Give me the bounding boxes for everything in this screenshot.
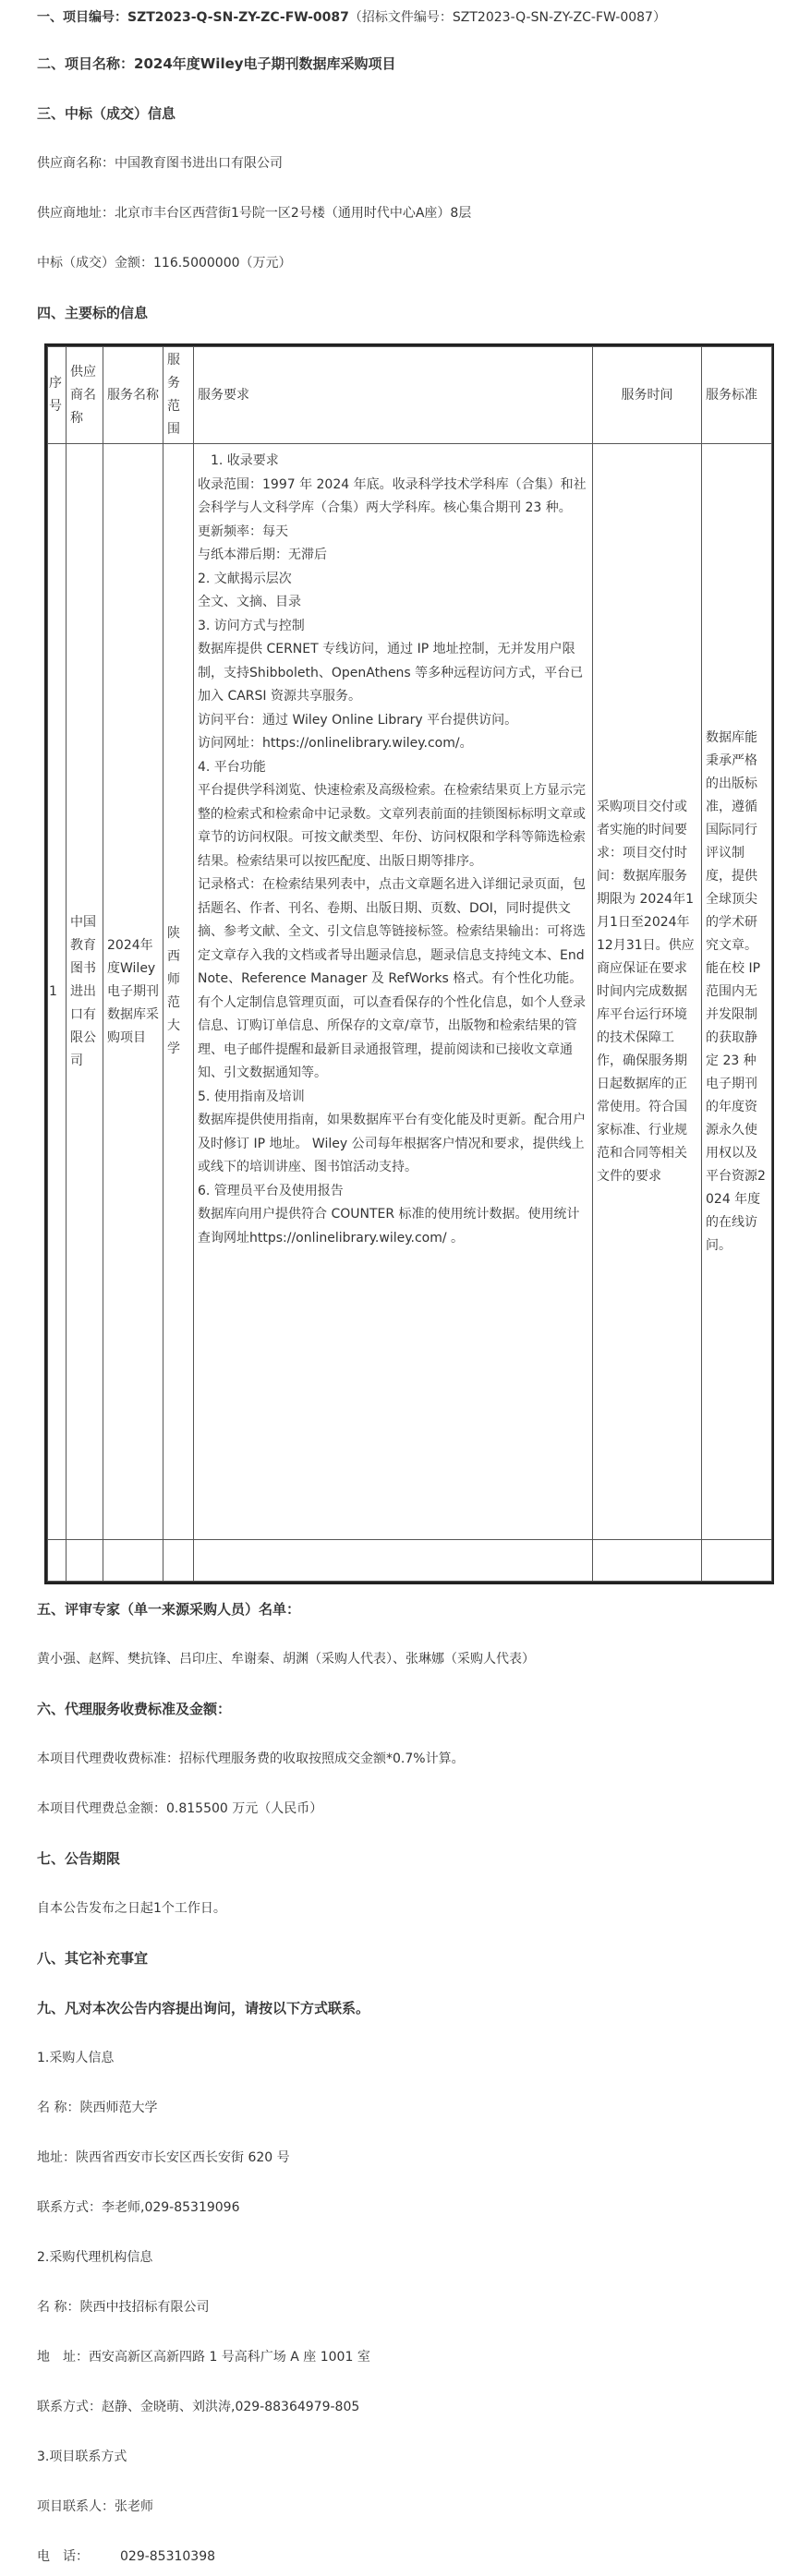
- header-service-time: 服务时间: [593, 347, 702, 444]
- experts-heading: 五、评审专家（单一来源采购人员）名单：: [37, 1601, 301, 1618]
- empty-cell: [48, 1540, 67, 1582]
- project-name-line: [37, 54, 396, 73]
- fee-heading: 六、代理服务收费标准及金额：: [37, 1701, 232, 1717]
- req-line: 记录格式：在检索结果列表中，点击文章题名进入详细记录页面，包括题名、作者、刊名、卷期、出版日期、页数、DOI，同时提供文摘、参考文献、全文、引文信息等链接标签。检索结果输出：可将选定文章存入我的文档或者导出题录信息，题录信息支持纯文本、EndNote、Reference Manager 及 RefWorks 格式。有个性化功能。有个人定制信息管理页面，可以查看保存的个性化信息，如个人登录信息、订购订单信息、所保存的文章/章节，出版物和检索结果的管理、电子邮件提醒和最新目录通报管理，提前阅读和已接收文章通知、引文数据通知等。: [198, 877, 586, 1080]
- fee-standard: 本项目代理费收费标准：招标代理服务费的收取按照成交金额*0.7%计算。: [37, 1751, 465, 1766]
- req-line: 数据库提供使用指南，如果数据库平台有变化能及时更新。配合用户及时修订 IP 地址。 Wiley 公司每年根据客户情况和要求，提供线上或线下的培训讲座、图书馆活动支持。: [198, 1113, 586, 1174]
- header-index: 序号: [48, 347, 67, 444]
- row-service-name: 2024年度Wiley电子期刊数据库采购项目: [103, 444, 163, 1540]
- period-heading: 七、公告期限: [37, 1850, 121, 1867]
- award-amount: 中标（成交）金额：116.5000000（万元）: [37, 256, 292, 271]
- header-supplier: 供应商名称: [67, 347, 103, 444]
- req-line: 全文、文摘、目录: [198, 595, 301, 609]
- header-scope: 服务范围: [163, 347, 194, 444]
- req-line: 平台提供学科浏览、快速检索及高级检索。在检索结果页上方显示完整的检索式和检索命中记录数。文章列表前面的挂锁图标标明文章或章节的访问权限。可按文献类型、年份、访问权限和学科等筛选检索结果。检索结果可以按匹配度、出版日期等排序。: [198, 783, 586, 869]
- table-empty-row: [48, 1540, 772, 1582]
- empty-cell: [593, 1540, 702, 1582]
- fee-total: 本项目代理费总金额：0.815500 万元（人民币）: [37, 1801, 323, 1816]
- project-number-label: 一、项目编号：: [37, 10, 127, 25]
- project-phone-label: 电 话：: [37, 2549, 89, 2564]
- project-contact-person: 项目联系人：张老师: [37, 2499, 153, 2514]
- other-heading: 八、其它补充事宜: [37, 1950, 149, 1967]
- project-name-label: 二、项目名称：: [37, 55, 135, 72]
- row-service-time: 采购项目交付或者实施的时间要求：项目交付时间：数据库服务期限为 2024年1月1日至2024年12月31日。供应商应保证在要求时间内完成数据库平台运行环境的技术保障工作，确保服务期日起数据库的正常使用。符合国家标准、行业规范和合同等相关文件的要求: [593, 444, 702, 1540]
- purchaser-name: 名 称：陕西师范大学: [37, 2101, 158, 2115]
- empty-cell: [194, 1540, 593, 1582]
- req-line: 与纸本滞后期：无滞后: [198, 548, 327, 562]
- tender-doc-number: （招标文件编号：SZT2023-Q-SN-ZY-ZC-FW-0087）: [348, 10, 666, 25]
- row-service-standard: 数据库能秉承严格的出版标准，遵循国际同行评议制度，提供全球顶尖的学术研究文章。能在校 IP 范围内无并发限制的获取静定 23 种电子期刊的年度资源永久使用权以及平台资源2024 年度的在线访问。: [702, 444, 772, 1540]
- row-requirements: [194, 444, 593, 1540]
- row-scope: 陕西师范大学: [163, 444, 194, 1540]
- project-name-value: 2024年度Wiley电子期刊数据库采购项目: [134, 55, 396, 72]
- project-number-line: [37, 7, 666, 26]
- empty-cell: [67, 1540, 103, 1582]
- agency-phone: 联系方式：赵静、金晓萌、刘洪涛,029-88364979-805: [37, 2400, 360, 2414]
- empty-cell: [103, 1540, 163, 1582]
- req-line: 4. 平台功能: [198, 759, 266, 775]
- project-contact-title: 3.项目联系方式: [37, 2450, 127, 2464]
- period-text: 自本公告发布之日起1个工作日。: [37, 1901, 226, 1916]
- contact-heading: 九、凡对本次公告内容提出询问，请按以下方式联系。: [37, 2000, 370, 2016]
- empty-cell: [163, 1540, 194, 1582]
- header-service-standard: 服务标准: [702, 347, 772, 444]
- purchaser-phone: 联系方式：李老师,029-85319096: [37, 2200, 240, 2215]
- req-line: 访问平台：通过 Wiley Online Library 平台提供访问。: [198, 712, 518, 728]
- req-line: 收录范围：1997 年 2024 年底。收录科学技术学科库（合集）和社会科学与人文科学库（合集）两大学科库。核心集合期刊 23 种。: [198, 476, 587, 515]
- req-line: 2. 文献揭示层次: [198, 571, 292, 586]
- req-line: 5. 使用指南及培训: [198, 1089, 305, 1104]
- header-service-name: 服务名称: [103, 347, 163, 444]
- subject-table: [44, 343, 774, 1584]
- agency-title: 2.采购代理机构信息: [37, 2250, 153, 2265]
- agency-name: 名 称：陕西中技招标有限公司: [37, 2300, 210, 2315]
- header-requirements: 服务要求: [194, 347, 593, 444]
- row-supplier: 中国教育图书进出口有限公司: [67, 444, 103, 1540]
- supplier-name: 供应商名称：中国教育图书进出口有限公司: [37, 156, 283, 171]
- agency-address: 地 址：西安高新区高新四路 1 号高科广场 A 座 1001 室: [37, 2350, 370, 2365]
- req-line: 数据库向用户提供符合 COUNTER 标准的使用统计数据。使用统计查询网址https://onlinelibrary.wiley.com/ 。: [198, 1207, 580, 1246]
- purchaser-title: 1.采购人信息: [37, 2051, 115, 2065]
- req-line: 6. 管理员平台及使用报告: [198, 1183, 344, 1198]
- project-phone-value: 029-85310398: [120, 2549, 216, 2564]
- award-heading: 三、中标（成交）信息: [37, 105, 176, 122]
- supplier-address: 供应商地址：北京市丰台区西营街1号院一区2号楼（通用时代中心A座）8层: [37, 206, 472, 221]
- req-line: 3. 访问方式与控制: [198, 618, 305, 633]
- req-line: 访问网址：https://onlinelibrary.wiley.com/。: [198, 736, 473, 751]
- req-line: 1. 收录要求: [198, 453, 279, 468]
- row-index: 1: [48, 444, 67, 1540]
- experts-list: 黄小强、赵辉、樊抗锋、吕印庄、牟谢秦、胡渊（采购人代表）、张琳娜（采购人代表）: [37, 1652, 535, 1667]
- table-header-row: [48, 347, 772, 444]
- project-number-value: SZT2023-Q-SN-ZY-ZC-FW-0087: [127, 10, 349, 25]
- req-line: 数据库提供 CERNET 专线访问，通过 IP 地址控制，无并发用户限制，支持Shibboleth、OpenAthens 等多种远程访问方式，平台已加入 CARSI 资源共享服务。: [198, 642, 584, 704]
- subject-heading: 四、主要标的信息: [37, 305, 149, 321]
- table-row: [48, 444, 772, 1540]
- purchaser-address: 地址：陕西省西安市长安区西长安街 620 号: [37, 2150, 290, 2165]
- empty-cell: [702, 1540, 772, 1582]
- req-line: 更新频率：每天: [198, 524, 288, 539]
- project-contact-phone: [37, 2546, 215, 2565]
